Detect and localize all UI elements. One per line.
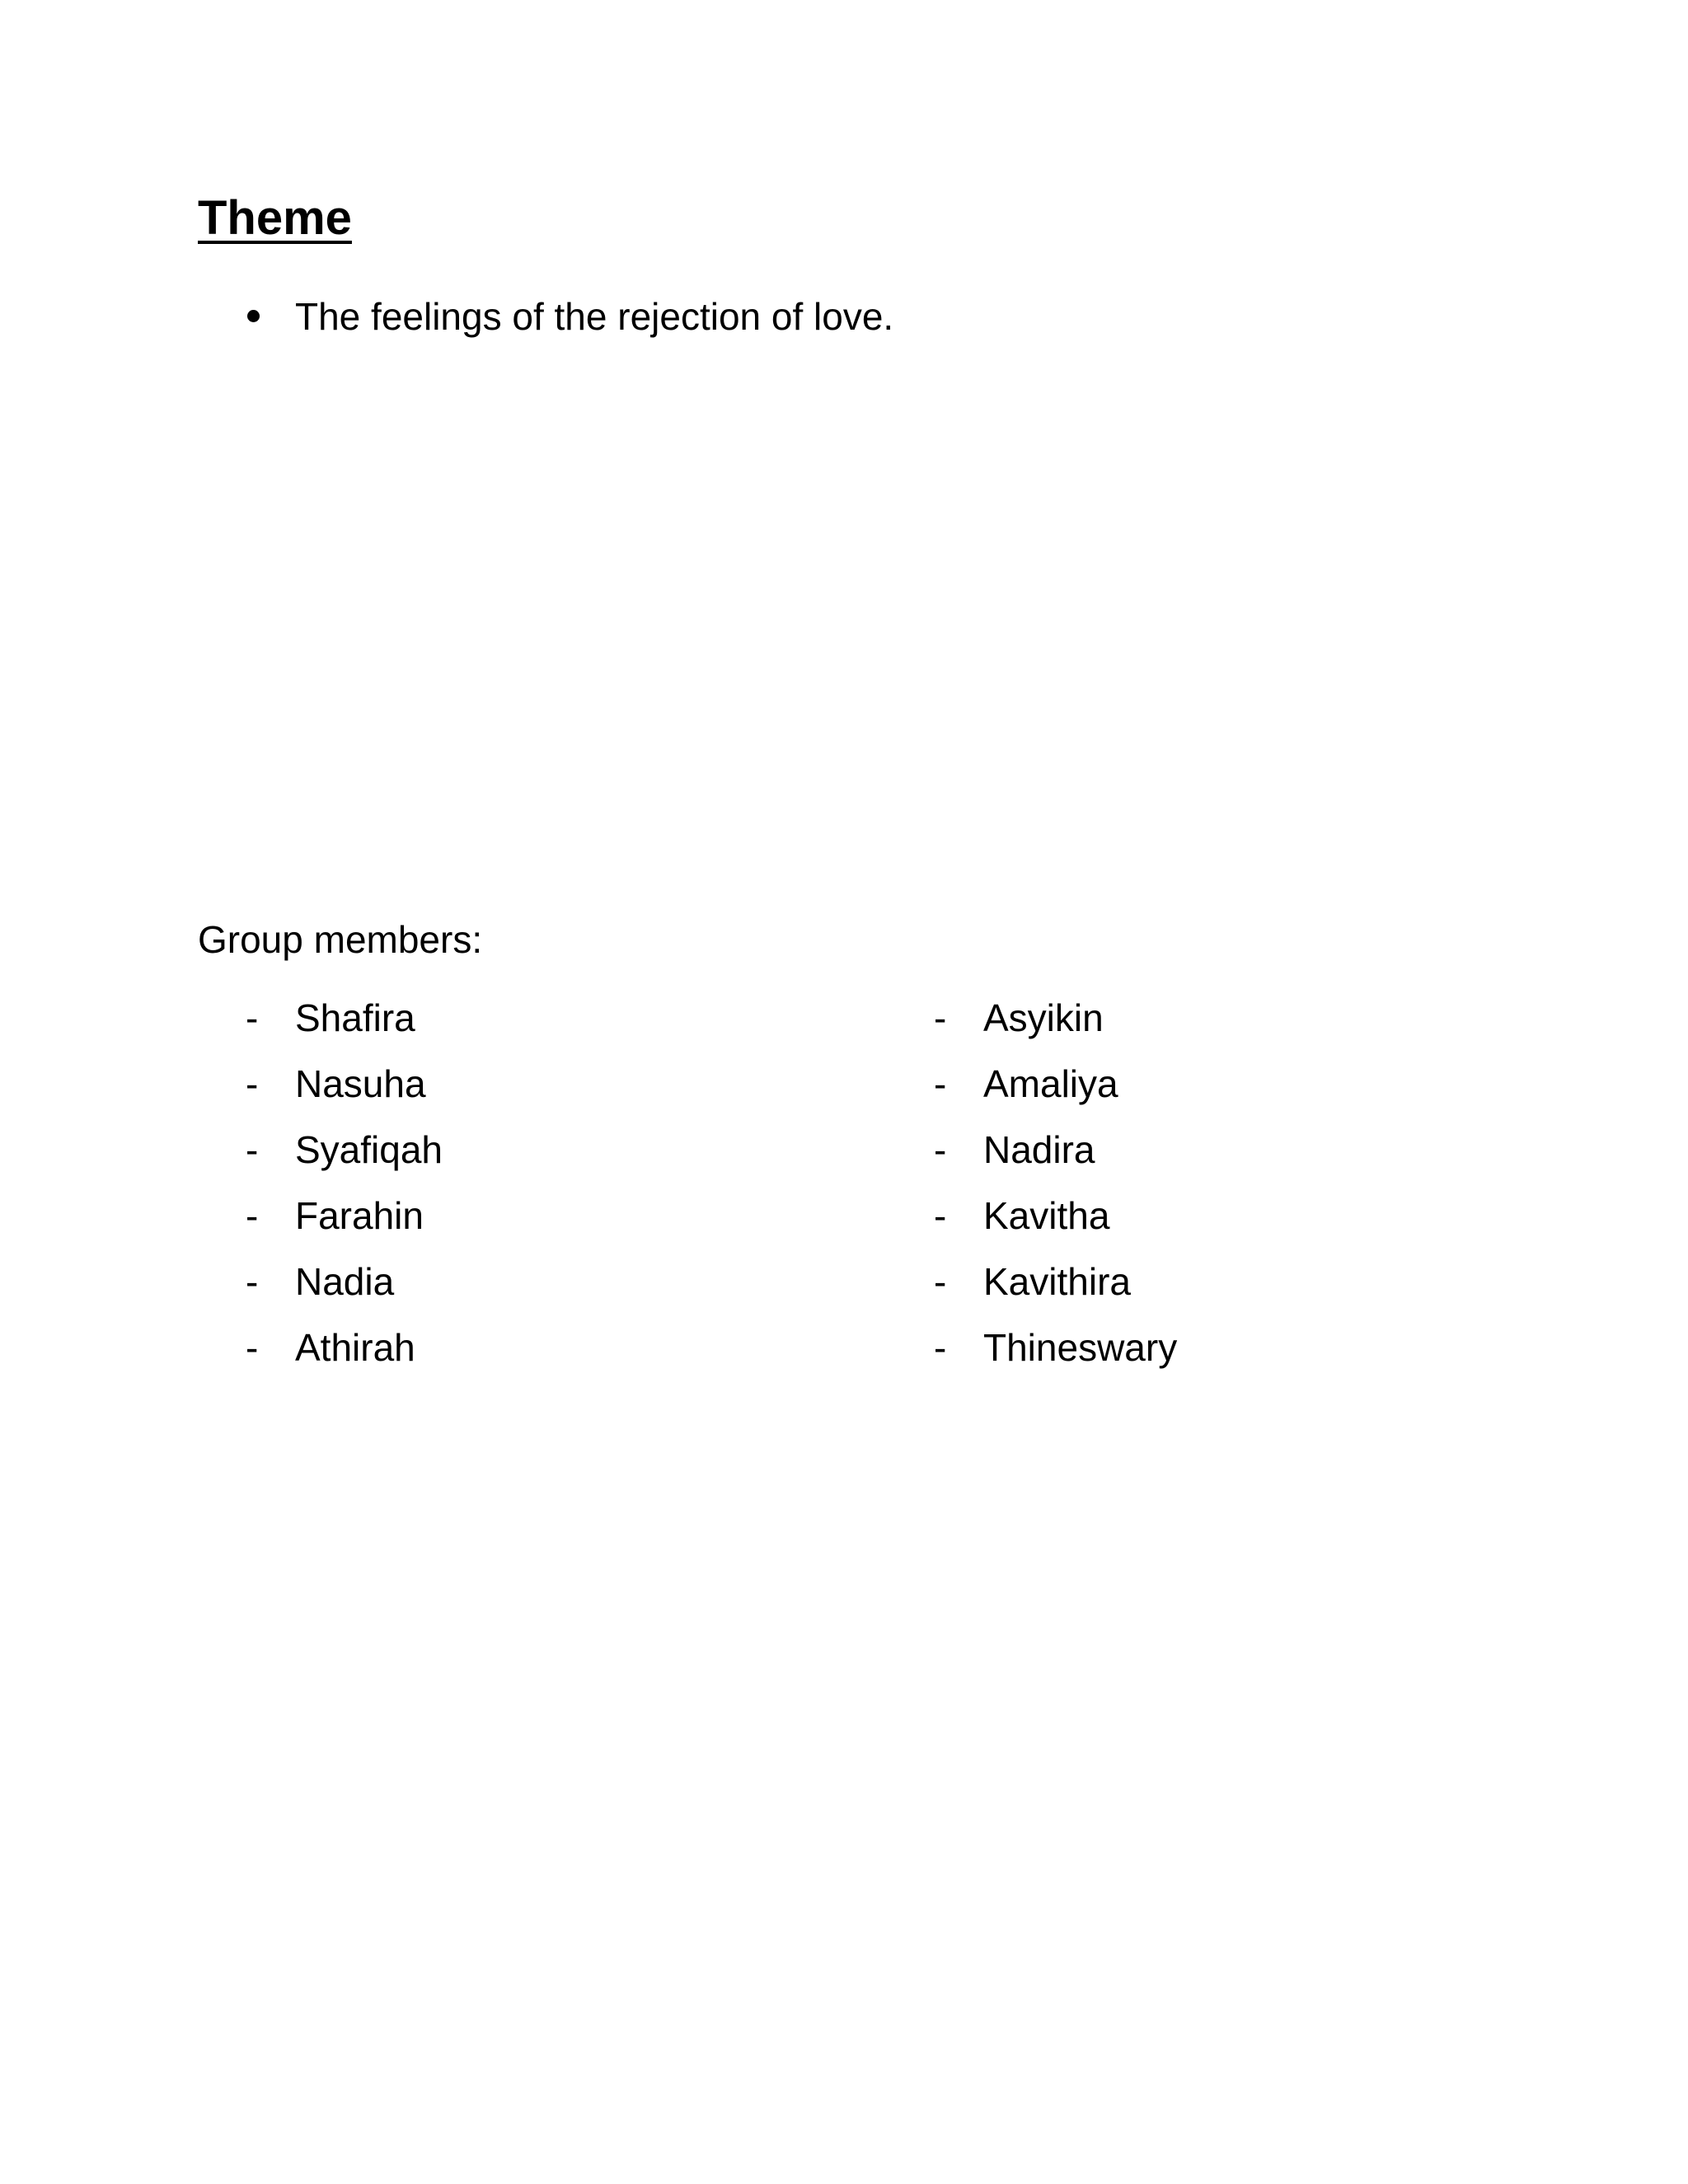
member-name: Kavitha bbox=[983, 1194, 1110, 1237]
member-name: Farahin bbox=[295, 1194, 424, 1237]
member-name: Nasuha bbox=[295, 1062, 426, 1105]
group-members-label: Group members: bbox=[198, 918, 483, 961]
dash-icon: - bbox=[934, 1062, 947, 1105]
member-name: Syafiqah bbox=[295, 1128, 443, 1171]
member-name: Thineswary bbox=[983, 1326, 1178, 1369]
member-name: Asyikin bbox=[983, 996, 1104, 1039]
bullet-icon bbox=[247, 310, 260, 322]
dash-icon: - bbox=[246, 1260, 259, 1303]
dash-icon: - bbox=[246, 1128, 259, 1171]
dash-icon: - bbox=[934, 1194, 947, 1237]
member-name: Kavithira bbox=[983, 1260, 1131, 1303]
member-name: Shafira bbox=[295, 996, 415, 1039]
member-name: Nadira bbox=[983, 1128, 1095, 1171]
dash-icon: - bbox=[934, 1326, 947, 1369]
member-name: Nadia bbox=[295, 1260, 395, 1303]
member-name: Athirah bbox=[295, 1326, 415, 1369]
dash-icon: - bbox=[246, 1194, 259, 1237]
dash-icon: - bbox=[934, 1260, 947, 1303]
dash-icon: - bbox=[246, 996, 259, 1039]
page-heading: Theme bbox=[198, 191, 352, 245]
dash-icon: - bbox=[246, 1062, 259, 1105]
dash-icon: - bbox=[246, 1326, 259, 1369]
dash-icon: - bbox=[934, 996, 947, 1039]
dash-icon: - bbox=[934, 1128, 947, 1171]
member-name: Amaliya bbox=[983, 1062, 1118, 1105]
theme-text: The feelings of the rejection of love. bbox=[295, 295, 894, 338]
